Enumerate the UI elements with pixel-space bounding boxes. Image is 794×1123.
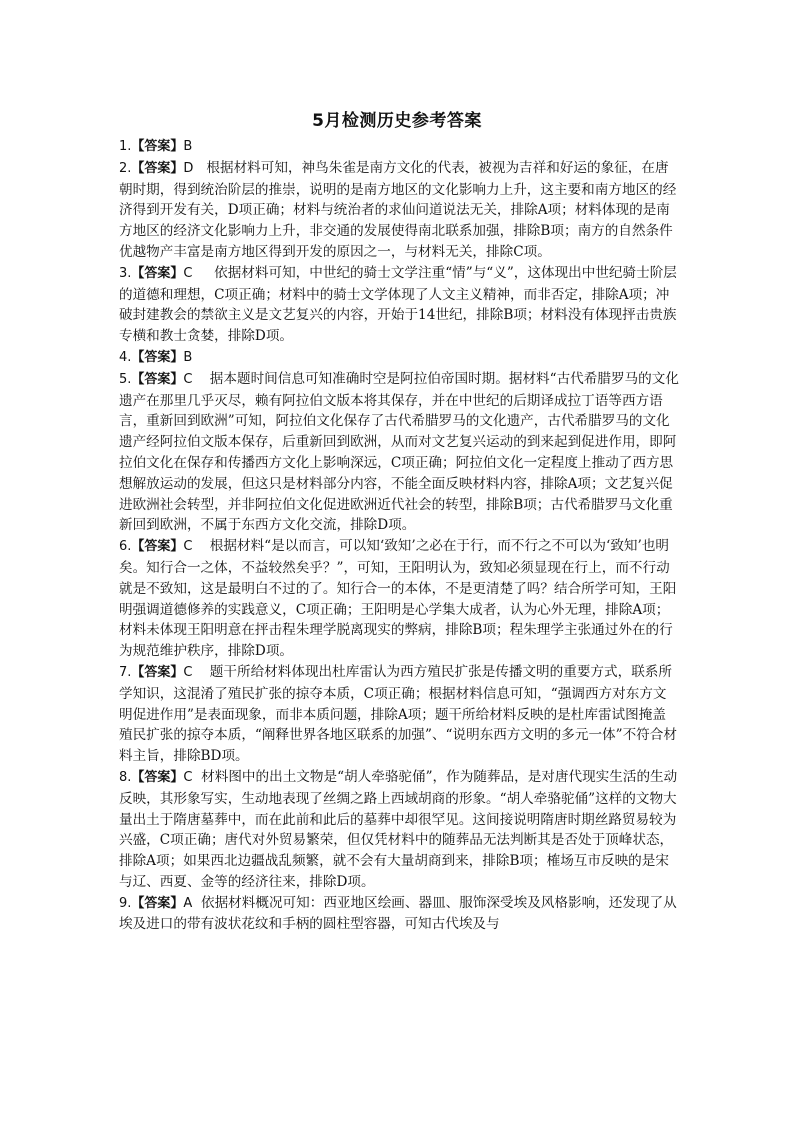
answer-explanation: 据本题时间信息可知准确时空是阿拉伯帝国时期。据材料“古代希腊罗马的文化遗产在那里几乎灭尽，赖有阿拉伯文版本将其保存，并在中世纪的后期译成拉丁语等西方语言，重新回到欧洲”可知，阿拉伯文化保存了古代希腊罗马的文化遗产，古代希腊罗马的文化遗产经阿拉伯文版本保存，后重新回到欧洲，从而对文艺复兴运动的到来起到促进作用，即阿拉伯文化在保存和传播西方文化上影响深远，C项正确；阿拉伯文化一定程度上推动了西方思想解放运动的发展，但这只是材料部分内容，不能全面反映材料内容，排除A项；文艺复兴促进欧洲社会转型，并非阿拉伯文化促进欧洲近代社会的转型，排除B项；古代希腊罗马文化重新回到欧洲，不属于东西方文化交流，排除D项。 (119, 370, 679, 534)
item-number: 1. (119, 139, 132, 154)
answer-letter: C (183, 539, 193, 555)
answer-explanation: 材料图中的出土文物是“胡人牵骆驼俑”，作为随葬品，是对唐代现实生活的生动反映，其形象写实，生动地表现了丝绸之路上西域胡商的形象。“胡人牵骆驼俑”这样的文物大量出土于隋唐墓葬中，而在此前和此后的墓葬中却很罕见。这间接说明隋唐时期丝路贸易较为兴盛，C项正确；唐代对外贸易繁荣，但仅凭材料中的随葬品无法判断其是否处于顶峰状态，排除A项；如果西北边疆战乱频繁，就不会有大量胡商到来，排除B项；榷场互市反映的是宋与辽、西夏、金等的经济往来，排除D项。 (119, 768, 678, 890)
item-number: 7. (119, 664, 132, 680)
answer-item (119, 767, 679, 893)
item-number: 5. (119, 371, 132, 387)
item-number: 9. (119, 895, 132, 911)
answer-letter: B (183, 139, 193, 154)
item-number: 2. (119, 160, 132, 176)
answer-letter: C (183, 265, 193, 281)
answer-tag: 【答案】 (131, 139, 184, 154)
item-number: 6. (119, 539, 132, 555)
answer-item (119, 662, 679, 767)
answer-tag: 【答案】 (131, 895, 184, 911)
item-number: 8. (119, 769, 132, 785)
answer-list (119, 136, 679, 935)
answer-item (119, 158, 679, 263)
answer-explanation: 根据材料可知，神鸟朱雀是南方文化的代表，被视为吉祥和好运的象征，在唐朝时期，得到统治阶层的推崇，说明的是南方地区的文化影响力上升，这主要和南方地区的经济得到开发有关，D项正确；材料与统治者的求仙问道说法无关，排除A项；材料体现的是南方地区的经济文化影响力上升，非交通的发展使得南北联系加强，排除B项；南方的自然条件优越物产丰富是南方地区得到开发的原因之一，与材料无关，排除C项。 (119, 159, 677, 260)
answer-explanation: 依据材料可知，中世纪的骑士文学注重“情”与“义”，这体现出中世纪骑士阶层的道德和理想，C项正确；材料中的骑士文学体现了人文主义精神，而非否定，排除A项；冲破封建教会的禁欲主义是文艺复兴的内容，开始于14世纪，排除B项；材料没有体现抨击贵族专横和教士贪婪，排除D项。 (119, 264, 677, 345)
answer-letter: A (183, 895, 193, 911)
answer-letter: D (183, 160, 194, 176)
answer-tag: 【答案】 (131, 265, 184, 281)
answer-tag: 【答案】 (131, 664, 184, 680)
answer-tag: 【答案】 (131, 160, 184, 176)
answer-letter: C (183, 664, 193, 680)
answer-explanation: 依据材料概况可知：西亚地区绘画、器皿、服饰深受埃及风格影响，还发现了从埃及进口的带有波状花纹和手柄的圆柱型容器，可知古代埃及与 (119, 894, 677, 933)
answer-item (119, 347, 679, 369)
page-title: 5月检测历史参考答案 (312, 111, 482, 131)
answer-item (119, 893, 679, 936)
answer-item (119, 369, 679, 536)
answer-letter: B (183, 349, 193, 365)
answer-item (119, 536, 679, 662)
answer-letter: C (183, 769, 193, 785)
answer-letter: C (183, 371, 193, 387)
answer-tag: 【答案】 (131, 349, 184, 365)
answer-explanation: 题干所给材料体现出杜库雷认为西方殖民扩张是传播文明的重要方式，联系所学知识，这混淆了殖民扩张的掠夺本质，C项正确；根据材料信息可知，“强调西方对东方文明促进作用”是表面现象，而非本质问题，排除A项；题干所给材料反映的是杜库雷试图掩盖殖民扩张的掠夺本质，“阐释世界各地区联系的加强”、“说明东西方文明的多元一体”不符合材料主旨，排除BD项。 (119, 663, 677, 765)
answer-tag: 【答案】 (131, 769, 184, 785)
item-number: 3. (119, 265, 132, 281)
answer-explanation: 根据材料“是以而言，可以知‘致知’之必在于行，而不行之不可以为‘致知’也明矣。知行合一之体，不益较然矣乎？”，可知，王阳明认为，致知必须显现在行上，而不行动就是不致知，这是最明白不过的了。知行合一的本体，不是更清楚了吗？结合所学可知，王阳明强调道德修养的实践意义，C项正确；王阳明是心学集大成者，认为心外无理，排除A项；材料未体现王阳明意在抨击程朱理学脱离现实的弊病，排除B项；程朱理学主张通过外在的行为规范维护秩序，排除D项。 (119, 538, 677, 660)
answer-tag: 【答案】 (131, 539, 184, 555)
item-number: 4. (119, 349, 132, 365)
answer-tag: 【答案】 (131, 371, 184, 387)
answer-item (119, 136, 679, 158)
answer-item (119, 263, 679, 347)
